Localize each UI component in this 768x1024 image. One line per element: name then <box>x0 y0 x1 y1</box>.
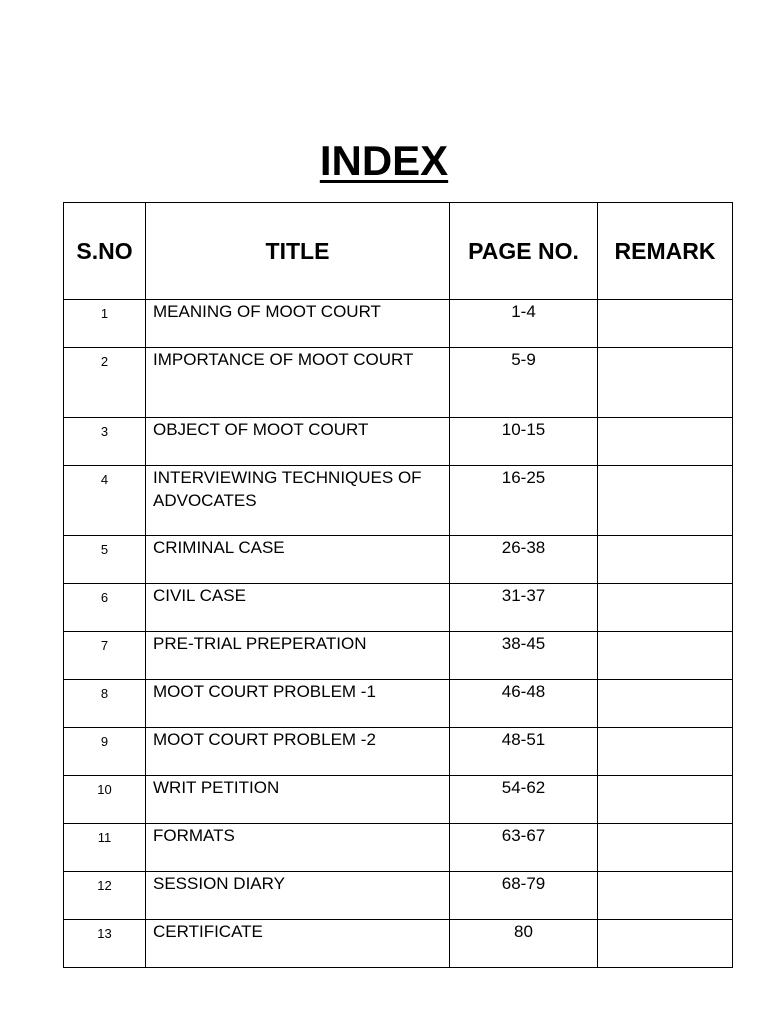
table-row <box>64 300 733 348</box>
cell-sno: 13 <box>64 920 146 968</box>
cell-remark <box>598 466 733 536</box>
cell-page: 31-37 <box>450 584 598 632</box>
header-sno: S.NO <box>64 203 146 300</box>
cell-page: 63-67 <box>450 824 598 872</box>
table-row <box>64 418 733 466</box>
cell-remark <box>598 536 733 584</box>
cell-sno: 1 <box>64 300 146 348</box>
cell-remark <box>598 632 733 680</box>
cell-remark <box>598 300 733 348</box>
cell-remark <box>598 824 733 872</box>
cell-remark <box>598 418 733 466</box>
cell-title: WRIT PETITION <box>146 776 450 824</box>
cell-sno: 7 <box>64 632 146 680</box>
cell-title: CRIMINAL CASE <box>146 536 450 584</box>
cell-page: 68-79 <box>450 872 598 920</box>
table-row <box>64 536 733 584</box>
cell-remark <box>598 728 733 776</box>
cell-remark <box>598 920 733 968</box>
cell-remark <box>598 348 733 418</box>
cell-page: 16-25 <box>450 466 598 536</box>
cell-title: CERTIFICATE <box>146 920 450 968</box>
header-title: TITLE <box>146 203 450 300</box>
cell-title: OBJECT OF MOOT COURT <box>146 418 450 466</box>
cell-title: INTERVIEWING TECHNIQUES OF ADVOCATES <box>146 466 450 536</box>
cell-page: 80 <box>450 920 598 968</box>
cell-page: 54-62 <box>450 776 598 824</box>
cell-remark <box>598 872 733 920</box>
cell-title: IMPORTANCE OF MOOT COURT <box>146 348 450 418</box>
cell-page: 10-15 <box>450 418 598 466</box>
cell-sno: 8 <box>64 680 146 728</box>
cell-title: SESSION DIARY <box>146 872 450 920</box>
cell-page: 1-4 <box>450 300 598 348</box>
cell-sno: 11 <box>64 824 146 872</box>
header-remark: REMARK <box>598 203 733 300</box>
cell-sno: 4 <box>64 466 146 536</box>
cell-title: MOOT COURT PROBLEM -1 <box>146 680 450 728</box>
cell-sno: 6 <box>64 584 146 632</box>
cell-remark <box>598 776 733 824</box>
table-row <box>64 632 733 680</box>
cell-remark <box>598 680 733 728</box>
cell-title: PRE-TRIAL PREPERATION <box>146 632 450 680</box>
cell-title: FORMATS <box>146 824 450 872</box>
page-title-text: INDEX <box>319 137 449 184</box>
cell-page: 5-9 <box>450 348 598 418</box>
table-row <box>64 872 733 920</box>
cell-page: 26-38 <box>450 536 598 584</box>
table-row <box>64 824 733 872</box>
cell-page: 46-48 <box>450 680 598 728</box>
index-table <box>63 202 733 968</box>
cell-sno: 10 <box>64 776 146 824</box>
page-title <box>0 135 768 187</box>
table-header-row <box>64 203 733 300</box>
cell-sno: 9 <box>64 728 146 776</box>
table-row <box>64 466 733 536</box>
cell-sno: 12 <box>64 872 146 920</box>
cell-title: MOOT COURT PROBLEM -2 <box>146 728 450 776</box>
cell-title: CIVIL CASE <box>146 584 450 632</box>
header-page-no: PAGE NO. <box>450 203 598 300</box>
table-row <box>64 728 733 776</box>
table-row <box>64 920 733 968</box>
cell-page: 38-45 <box>450 632 598 680</box>
table-row <box>64 776 733 824</box>
cell-page: 48-51 <box>450 728 598 776</box>
table-row <box>64 680 733 728</box>
cell-sno: 2 <box>64 348 146 418</box>
cell-sno: 5 <box>64 536 146 584</box>
table-row <box>64 348 733 418</box>
cell-title: MEANING OF MOOT COURT <box>146 300 450 348</box>
cell-remark <box>598 584 733 632</box>
table-row <box>64 584 733 632</box>
cell-sno: 3 <box>64 418 146 466</box>
